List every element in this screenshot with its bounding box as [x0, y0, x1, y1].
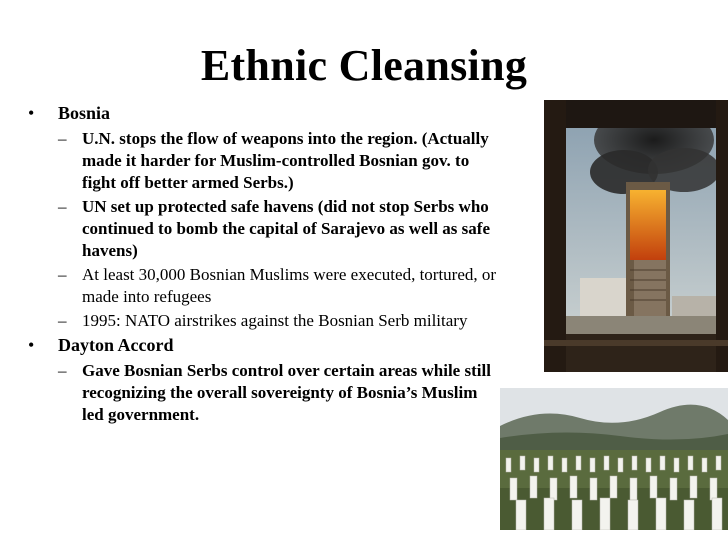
dayton-subpoints — [58, 360, 498, 426]
subpoint-text: 1995: NATO airstrikes against the Bosnian Serb military — [82, 311, 468, 330]
subpoint-safe-havens — [58, 196, 498, 262]
slide-title: Ethnic Cleansing — [200, 41, 528, 90]
bullet-label: Dayton Accord — [58, 335, 174, 355]
dash-marker: – — [58, 129, 67, 148]
bullet-dot: • — [28, 335, 35, 355]
dash-marker: – — [58, 197, 67, 216]
bosnia-subpoints — [58, 128, 498, 332]
dash-marker: – — [58, 361, 67, 380]
subpoint-casualties — [58, 264, 498, 308]
bullet-dot: • — [28, 103, 35, 123]
subpoint-weapons — [58, 128, 498, 194]
bullet-bosnia — [28, 102, 498, 124]
subpoint-text: UN set up protected safe havens (did not stop Serbs who continued to bomb the capital of Sarajevo as well as safe havens) — [82, 197, 490, 260]
subpoint-text: U.N. stops the flow of weapons into the region. (Actually made it harder for Muslim-controlled Bosnian gov. to fight off better armed Serbs.) — [82, 129, 489, 192]
dash-marker: – — [58, 311, 67, 330]
subpoint-text: At least 30,000 Bosnian Muslims were executed, tortured, or made into refugees — [82, 265, 497, 306]
bullet-label: Bosnia — [58, 103, 111, 123]
memorial-cemetery-photo — [500, 388, 728, 530]
subpoint-nato — [58, 310, 498, 332]
burning-building-photo — [544, 100, 728, 372]
bullet-list — [28, 102, 498, 428]
bullet-dayton — [28, 334, 498, 356]
subpoint-dayton-terms — [58, 360, 498, 426]
subpoint-text: Gave Bosnian Serbs control over certain areas while still recognizing the overall sovereignty of Bosnia’s Muslim led government. — [82, 361, 491, 424]
dash-marker: – — [58, 265, 67, 284]
